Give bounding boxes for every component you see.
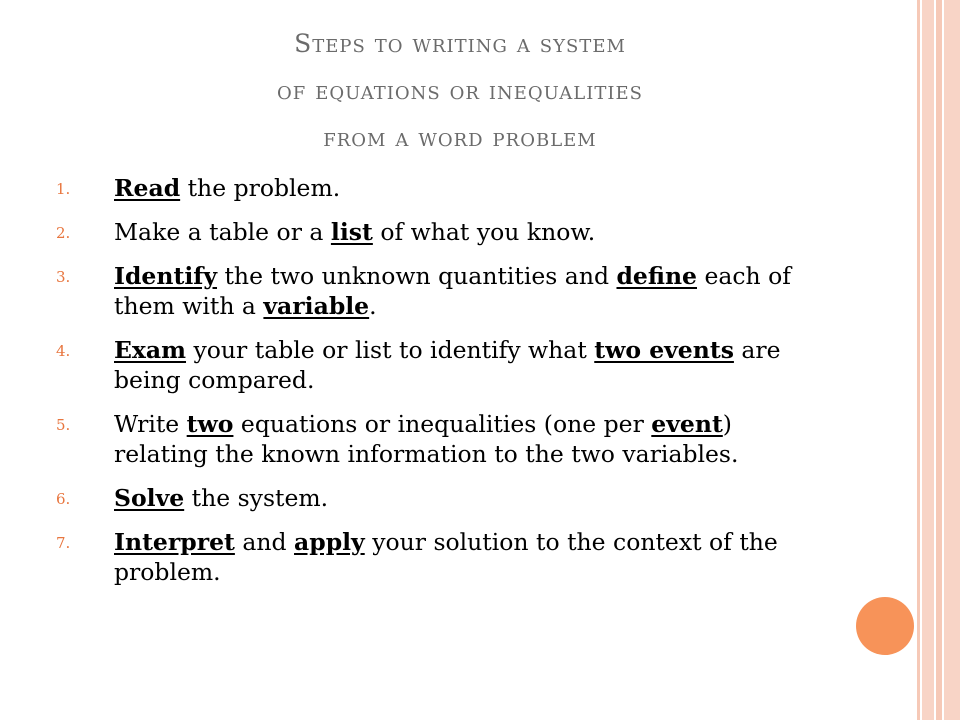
step-text: the two unknown quantities and [217, 262, 617, 290]
title-line-1: Steps to writing a system [294, 29, 626, 58]
step-item [56, 173, 816, 203]
step-text: the system. [184, 484, 329, 512]
step-number: 5. [56, 416, 71, 434]
steps-list [56, 173, 816, 601]
step-text: and [234, 528, 295, 556]
step-text: of what you know. [372, 218, 596, 246]
step-text: . [369, 292, 377, 320]
step-text: the problem. [180, 174, 341, 202]
keyword: two [186, 410, 234, 438]
keyword: Interpret [114, 528, 235, 556]
title-line-3: from a word problem [323, 123, 597, 152]
decorative-stripe [944, 0, 960, 720]
step-item [56, 409, 816, 469]
keyword: Identify [114, 262, 218, 290]
step-item [56, 217, 816, 247]
slide-title [80, 20, 840, 161]
keyword: apply [294, 528, 365, 556]
step-number: 3. [56, 268, 71, 286]
keyword: define [616, 262, 697, 290]
step-number: 7. [56, 534, 71, 552]
decorative-stripe [922, 0, 934, 720]
step-text: Make a table or a [114, 218, 331, 246]
step-item [56, 261, 816, 321]
step-item [56, 335, 816, 395]
keyword: list [330, 218, 373, 246]
title-line-2: of equations or inequalities [277, 76, 643, 105]
keyword: Solve [114, 484, 185, 512]
step-text: your table or list to identify what [186, 336, 595, 364]
keyword: variable [263, 292, 370, 320]
keyword: two events [594, 336, 734, 364]
decorative-stripe [936, 0, 942, 720]
step-text: equations or inequalities (one per [233, 410, 652, 438]
decorative-stripe [917, 0, 920, 720]
step-text: ) relating the known information to the two variables. [114, 410, 739, 468]
step-number: 6. [56, 490, 71, 508]
step-item [56, 483, 816, 513]
step-text: your solution to the context of the problem. [114, 528, 778, 586]
keyword: Exam [114, 336, 187, 364]
keyword: Read [114, 174, 181, 202]
step-item [56, 527, 816, 587]
step-text: are being compared. [114, 336, 781, 394]
step-number: 1. [56, 180, 71, 198]
keyword: event [651, 410, 723, 438]
step-text: Write [114, 410, 187, 438]
step-text: each of them with a [114, 262, 791, 320]
step-number: 4. [56, 342, 71, 360]
accent-circle [856, 597, 914, 655]
step-number: 2. [56, 224, 71, 242]
